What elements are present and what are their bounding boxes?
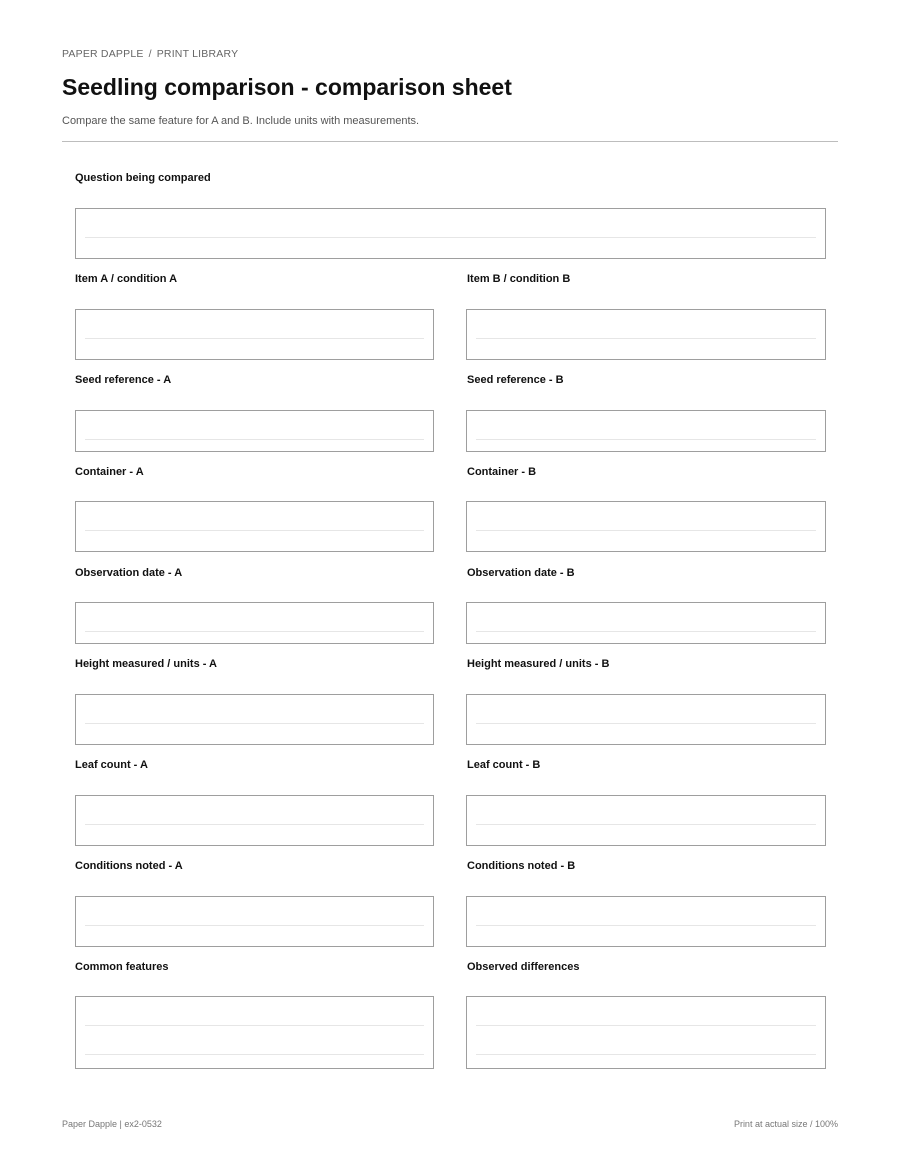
height-a-field[interactable] <box>75 694 434 745</box>
breadcrumb <box>62 48 238 60</box>
writing-line <box>476 1025 816 1026</box>
observation-date-b-label: Observation date - B <box>467 567 575 579</box>
question-label: Question being compared <box>75 172 211 184</box>
height-b-field[interactable] <box>466 694 826 745</box>
writing-line <box>476 824 816 825</box>
writing-line <box>476 925 816 926</box>
seed-reference-b-field[interactable] <box>466 410 826 452</box>
leaf-count-b-field[interactable] <box>466 795 826 846</box>
page-subtitle: Compare the same feature for A and B. Include units with measurements. <box>62 115 420 127</box>
breadcrumb-section: PRINT LIBRARY <box>156 48 239 60</box>
writing-line <box>85 237 816 238</box>
conditions-a-label: Conditions noted - A <box>75 860 183 872</box>
container-b-label: Container - B <box>467 466 537 478</box>
observation-date-a-field[interactable] <box>75 602 434 644</box>
header-divider <box>62 141 838 142</box>
observed-differences-label: Observed differences <box>467 961 580 973</box>
writing-line <box>85 439 424 440</box>
observation-date-b-field[interactable] <box>466 602 826 644</box>
observation-date-a-label: Observation date - A <box>75 567 183 579</box>
writing-line <box>85 1054 424 1055</box>
height-b-label: Height measured / units - B <box>467 658 610 670</box>
writing-line <box>476 631 816 632</box>
seed-reference-a-label: Seed reference - A <box>75 374 172 386</box>
writing-line <box>476 530 816 531</box>
writing-line <box>476 723 816 724</box>
item-b-field[interactable] <box>466 309 826 360</box>
item-a-label: Item A / condition A <box>75 273 178 285</box>
writing-line <box>476 439 816 440</box>
writing-line <box>85 530 424 531</box>
writing-line <box>476 1054 816 1055</box>
observed-differences-field[interactable] <box>466 996 826 1069</box>
leaf-count-b-label: Leaf count - B <box>467 759 541 771</box>
writing-line <box>476 338 816 339</box>
seed-reference-b-label: Seed reference - B <box>467 374 564 386</box>
breadcrumb-brand: PAPER DAPPLE <box>62 48 144 60</box>
leaf-count-a-field[interactable] <box>75 795 434 846</box>
leaf-count-a-label: Leaf count - A <box>75 759 148 771</box>
writing-line <box>85 631 424 632</box>
writing-line <box>85 723 424 724</box>
writing-line <box>85 338 424 339</box>
common-features-field[interactable] <box>75 996 434 1069</box>
item-a-field[interactable] <box>75 309 434 360</box>
container-b-field[interactable] <box>466 501 826 552</box>
writing-line <box>85 824 424 825</box>
writing-line <box>85 925 424 926</box>
conditions-a-field[interactable] <box>75 896 434 947</box>
writing-line <box>85 1025 424 1026</box>
item-b-label: Item B / condition B <box>467 273 571 285</box>
conditions-b-label: Conditions noted - B <box>467 860 576 872</box>
breadcrumb-separator: / <box>148 48 152 60</box>
seed-reference-a-field[interactable] <box>75 410 434 452</box>
conditions-b-field[interactable] <box>466 896 826 947</box>
common-features-label: Common features <box>75 961 169 973</box>
height-a-label: Height measured / units - A <box>75 658 218 670</box>
footer-print-note: Print at actual size / 100% <box>733 1119 838 1129</box>
footer-document-id: Paper Dapple | ex2-0532 <box>62 1119 162 1129</box>
container-a-label: Container - A <box>75 466 144 478</box>
question-field[interactable] <box>75 208 826 259</box>
page-title: Seedling comparison - comparison sheet <box>62 74 512 100</box>
container-a-field[interactable] <box>75 501 434 552</box>
